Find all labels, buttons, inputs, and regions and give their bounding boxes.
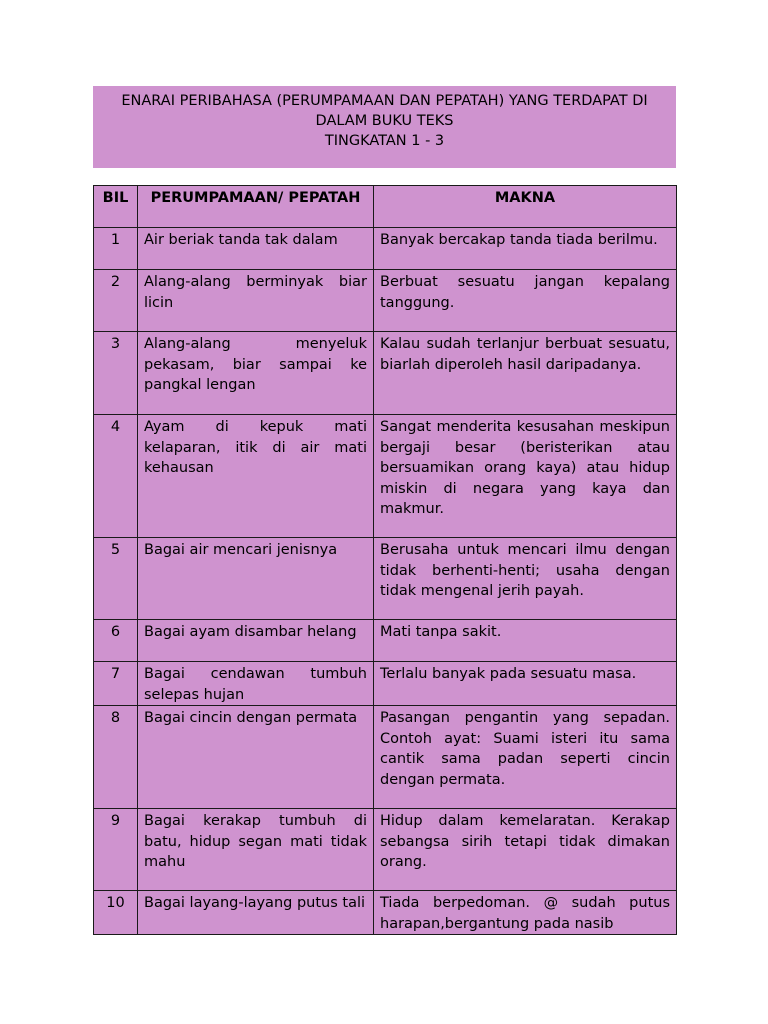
row-makna: Berbuat sesuatu jangan kepalang tanggung. — [374, 270, 677, 332]
column-header-bil: BIL — [94, 186, 138, 228]
title-line-3: TINGKATAN 1 - 3 — [324, 133, 445, 149]
row-bil: 10 — [94, 891, 138, 935]
table-row — [94, 809, 677, 891]
table-row — [94, 662, 677, 706]
row-makna: Kalau sudah terlanjur berbuat sesuatu, biarlah diperoleh hasil daripadanya. — [374, 332, 677, 415]
row-bil: 7 — [94, 662, 138, 706]
row-makna: Banyak bercakap tanda tiada berilmu. — [374, 228, 677, 270]
row-peribahasa: Air beriak tanda tak dalam — [138, 228, 374, 270]
row-bil: 8 — [94, 706, 138, 809]
row-peribahasa: Bagai kerakap tumbuh di batu, hidup segan mati tidak mahu — [138, 809, 374, 891]
row-peribahasa: Bagai cincin dengan permata — [138, 706, 374, 809]
table-row — [94, 620, 677, 662]
table-row — [94, 270, 677, 332]
column-header-peribahasa: PERUMPAMAAN/ PEPATAH — [138, 186, 374, 228]
table-row — [94, 228, 677, 270]
row-bil: 1 — [94, 228, 138, 270]
row-makna: Pasangan pengantin yang sepadan. Contoh ayat: Suami isteri itu sama cantik sama padan seperti cincin dengan permata. — [374, 706, 677, 809]
row-peribahasa: Alang-alang berminyak biar licin — [138, 270, 374, 332]
table-row — [94, 538, 677, 620]
row-makna: Hidup dalam kemelaratan. Kerakap sebangsa sirih tetapi tidak dimakan orang. — [374, 809, 677, 891]
row-bil: 4 — [94, 415, 138, 538]
row-peribahasa: Bagai ayam disambar helang — [138, 620, 374, 662]
row-peribahasa: Ayam di kepuk mati kelaparan, itik di air mati kehausan — [138, 415, 374, 538]
row-peribahasa: Bagai layang-layang putus tali — [138, 891, 374, 935]
row-makna: Sangat menderita kesusahan meskipun bergaji besar (beristerikan atau bersuamikan orang kaya) atau hidup miskin di negara yang kaya dan makmur. — [374, 415, 677, 538]
row-bil: 2 — [94, 270, 138, 332]
title-line-2: DALAM BUKU TEKS — [315, 113, 454, 129]
table-row — [94, 891, 677, 935]
peribahasa-table — [93, 185, 677, 935]
row-bil: 3 — [94, 332, 138, 415]
row-makna: Tiada berpedoman. @ sudah putus harapan,bergantung pada nasib — [374, 891, 677, 935]
column-header-makna: MAKNA — [374, 186, 677, 228]
row-makna: Mati tanpa sakit. — [374, 620, 677, 662]
row-bil: 9 — [94, 809, 138, 891]
title-line-1: ENARAI PERIBAHASA (PERUMPAMAAN DAN PEPATAH) YANG TERDAPAT DI — [121, 93, 648, 109]
row-bil: 6 — [94, 620, 138, 662]
row-makna: Berusaha untuk mencari ilmu dengan tidak berhenti-henti; usaha dengan tidak mengenal jerih payah. — [374, 538, 677, 620]
document-title — [93, 86, 676, 168]
table-row — [94, 332, 677, 415]
row-peribahasa: Bagai air mencari jenisnya — [138, 538, 374, 620]
row-bil: 5 — [94, 538, 138, 620]
row-makna: Terlalu banyak pada sesuatu masa. — [374, 662, 677, 706]
row-peribahasa: Bagai cendawan tumbuh selepas hujan — [138, 662, 374, 706]
table-row — [94, 706, 677, 809]
table-header-row — [94, 186, 677, 228]
table-row — [94, 415, 677, 538]
row-peribahasa: Alang-alang menyeluk pekasam, biar sampai ke pangkal lengan — [138, 332, 374, 415]
